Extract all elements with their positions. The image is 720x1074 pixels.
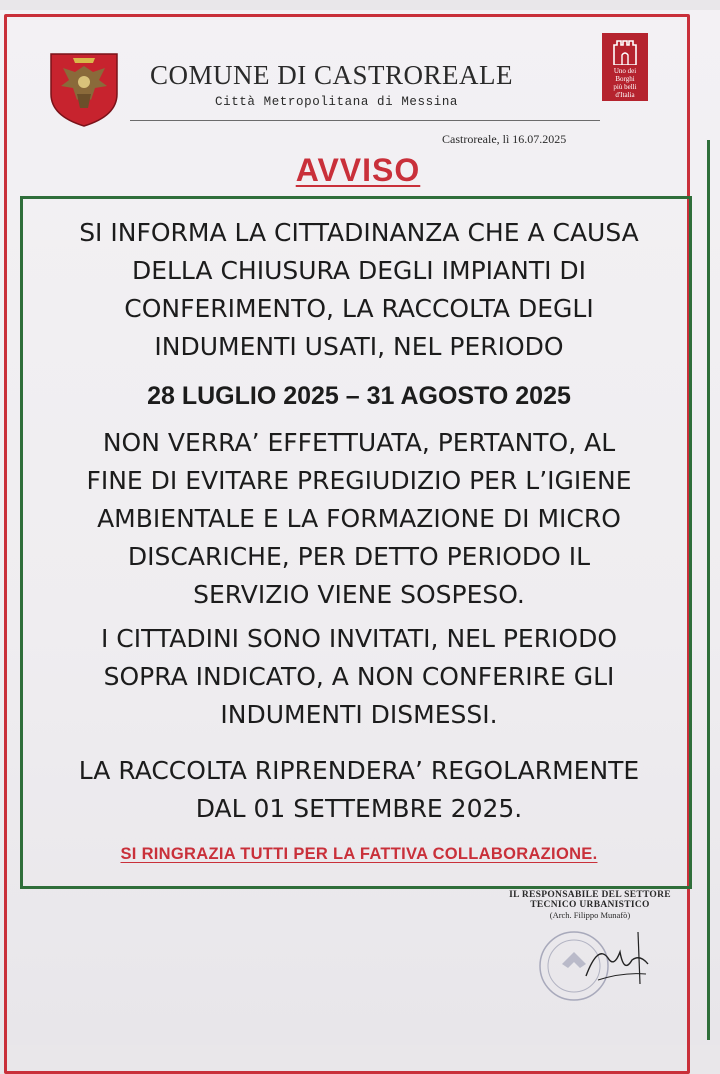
paragraph-line: DAL 01 SETTEMBRE 2025. — [195, 794, 523, 823]
paragraph-line: SOPRA INDICATO, A NON CONFERIRE GLI — [103, 662, 615, 691]
paragraph-line: SERVIZIO VIENE SOSPESO. — [193, 580, 525, 609]
date-line: Castroreale, lì 16.07.2025 — [442, 132, 567, 146]
signature-department: TECNICO URBANISTICO — [530, 900, 650, 910]
paragraph-line: I CITTADINI SONO INVITATI, NEL PERIODO — [100, 624, 618, 653]
signature-role: IL RESPONSABILE DEL SETTORE — [509, 890, 671, 900]
municipality-subtitle: Città Metropolitana di Messina — [215, 95, 459, 109]
paragraph-line: DISCARICHE, PER DETTO PERIODO IL — [127, 542, 591, 571]
paragraph-line: INDUMENTI DISMESSI. — [220, 700, 498, 729]
paragraph-line: INDUMENTI USATI, NEL PERIODO — [154, 332, 564, 361]
coat-of-arms-icon — [47, 50, 121, 128]
logo-line-4: d'Italia — [615, 91, 635, 99]
municipality-title: COMUNE DI CASTROREALE — [150, 60, 514, 90]
tower-logo-icon — [610, 37, 640, 65]
thanks-line: SI RINGRAZIA TUTTI PER LA FATTIVA COLLABORAZIONE. — [120, 845, 598, 863]
logo-line-3: più belli — [613, 83, 637, 91]
notice-paragraph-1 — [24, 214, 694, 366]
notice-title: AVVISO — [295, 152, 421, 188]
paragraph-line: SI INFORMA LA CITTADINANZA CHE A CAUSA — [79, 218, 639, 247]
notice-paragraph-4 — [24, 752, 694, 828]
notice-paragraph-3 — [24, 620, 694, 734]
signature-name: (Arch. Filippo Munafò) — [549, 910, 631, 920]
paragraph-line: CONFERIMENTO, LA RACCOLTA DEGLI — [124, 294, 594, 323]
header-divider — [130, 120, 600, 121]
notice-paragraph-2 — [24, 424, 694, 614]
logo-line-2: Borghi — [615, 75, 635, 83]
borghi-logo-text — [602, 67, 648, 99]
notice-period: 28 LUGLIO 2025 – 31 AGOSTO 2025 — [147, 382, 571, 410]
paragraph-line: LA RACCOLTA RIPRENDERA’ REGOLARMENTE — [78, 756, 640, 785]
borghi-logo — [602, 33, 648, 101]
paragraph-line: AMBIENTALE E LA FORMAZIONE DI MICRO — [97, 504, 621, 533]
paragraph-line: FINE DI EVITARE PREGIUDIZIO PER L’IGIENE — [86, 466, 632, 495]
official-stamp-icon — [528, 924, 668, 1004]
paragraph-line: NON VERRA’ EFFETTUATA, PERTANTO, AL — [102, 428, 616, 457]
logo-line-1: Uno dei — [613, 67, 637, 75]
signature-block — [470, 890, 710, 920]
paragraph-line: DELLA CHIUSURA DEGLI IMPIANTI DI — [131, 256, 587, 285]
